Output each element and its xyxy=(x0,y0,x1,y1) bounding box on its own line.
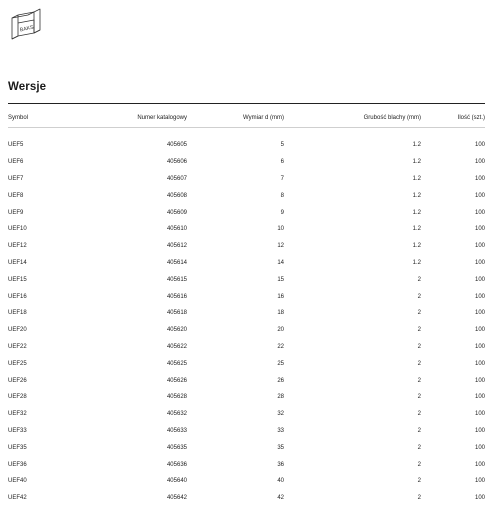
cell-dimension: 14 xyxy=(277,259,284,266)
cell-catalog-number: 405642 xyxy=(166,495,187,502)
table-row xyxy=(8,271,485,288)
cell-sheet-thickness: 1.2 xyxy=(412,209,421,216)
cell-quantity: 100 xyxy=(474,276,485,283)
cell-sheet-thickness: 2 xyxy=(417,411,421,418)
cell-sheet-thickness: 1.2 xyxy=(412,259,421,266)
cell-symbol: UEF26 xyxy=(8,377,27,384)
cell-dimension: 16 xyxy=(277,293,284,300)
table-row xyxy=(8,171,485,188)
cell-symbol: UEF42 xyxy=(8,495,27,502)
section-title: Wersje xyxy=(8,81,47,93)
cell-quantity: 100 xyxy=(474,310,485,317)
cell-catalog-number: 405610 xyxy=(166,226,187,233)
cell-symbol: UEF36 xyxy=(8,461,27,468)
cell-quantity: 100 xyxy=(474,159,485,166)
table-row xyxy=(8,355,485,372)
cell-catalog-number: 405625 xyxy=(166,360,187,367)
cell-dimension: 5 xyxy=(280,142,284,149)
logo-text: BAKS xyxy=(19,24,35,34)
header-quantity: Ilość (szt.) xyxy=(421,108,485,128)
cell-symbol: UEF16 xyxy=(8,293,27,300)
cell-catalog-number: 405609 xyxy=(166,209,187,216)
cell-sheet-thickness: 2 xyxy=(417,394,421,401)
cell-sheet-thickness: 1.2 xyxy=(412,175,421,182)
table-row xyxy=(8,490,485,507)
cell-catalog-number: 405640 xyxy=(166,478,187,485)
cell-quantity: 100 xyxy=(474,343,485,350)
table-row xyxy=(8,439,485,456)
cell-catalog-number: 405620 xyxy=(166,327,187,334)
table-row xyxy=(8,137,485,154)
cell-symbol: UEF7 xyxy=(8,175,24,182)
cell-catalog-number: 405636 xyxy=(166,461,187,468)
table-header-row xyxy=(8,108,485,128)
baks-logo-icon xyxy=(8,8,44,44)
versions-table xyxy=(8,108,485,507)
cell-symbol: UEF35 xyxy=(8,444,27,451)
cell-quantity: 100 xyxy=(474,142,485,149)
cell-sheet-thickness: 1.2 xyxy=(412,142,421,149)
cell-symbol: UEF5 xyxy=(8,142,24,149)
table-row xyxy=(8,154,485,171)
title-divider xyxy=(8,103,485,104)
table-row xyxy=(8,238,485,255)
cell-quantity: 100 xyxy=(474,394,485,401)
header-catalog-number: Numer katalogowy xyxy=(78,108,187,128)
cell-dimension: 20 xyxy=(277,327,284,334)
cell-quantity: 100 xyxy=(474,226,485,233)
cell-dimension: 7 xyxy=(280,175,284,182)
cell-sheet-thickness: 2 xyxy=(417,327,421,334)
cell-sheet-thickness: 2 xyxy=(417,293,421,300)
cell-sheet-thickness: 1.2 xyxy=(412,192,421,199)
cell-dimension: 8 xyxy=(280,192,284,199)
cell-dimension: 33 xyxy=(277,427,284,434)
cell-dimension: 28 xyxy=(277,394,284,401)
cell-dimension: 12 xyxy=(277,243,284,250)
cell-catalog-number: 405633 xyxy=(166,427,187,434)
table-row xyxy=(8,372,485,389)
cell-catalog-number: 405615 xyxy=(166,276,187,283)
cell-symbol: UEF8 xyxy=(8,192,24,199)
cell-dimension: 35 xyxy=(277,444,284,451)
cell-catalog-number: 405628 xyxy=(166,394,187,401)
cell-sheet-thickness: 2 xyxy=(417,310,421,317)
table-row xyxy=(8,473,485,490)
cell-sheet-thickness: 2 xyxy=(417,461,421,468)
table-row xyxy=(8,423,485,440)
cell-quantity: 100 xyxy=(474,209,485,216)
table-row xyxy=(8,389,485,406)
cell-sheet-thickness: 2 xyxy=(417,343,421,350)
cell-catalog-number: 405612 xyxy=(166,243,187,250)
cell-quantity: 100 xyxy=(474,327,485,334)
cell-symbol: UEF18 xyxy=(8,310,27,317)
cell-symbol: UEF40 xyxy=(8,478,27,485)
cell-catalog-number: 405618 xyxy=(166,310,187,317)
cell-quantity: 100 xyxy=(474,243,485,250)
cell-sheet-thickness: 2 xyxy=(417,478,421,485)
cell-quantity: 100 xyxy=(474,293,485,300)
cell-symbol: UEF10 xyxy=(8,226,27,233)
cell-dimension: 22 xyxy=(277,343,284,350)
cell-catalog-number: 405626 xyxy=(166,377,187,384)
table-row xyxy=(8,187,485,204)
cell-symbol: UEF12 xyxy=(8,243,27,250)
cell-dimension: 32 xyxy=(277,411,284,418)
cell-quantity: 100 xyxy=(474,175,485,182)
cell-symbol: UEF28 xyxy=(8,394,27,401)
cell-sheet-thickness: 1.2 xyxy=(412,243,421,250)
cell-quantity: 100 xyxy=(474,360,485,367)
header-sheet-thickness: Grubość blachy (mm) xyxy=(284,108,421,128)
cell-catalog-number: 405614 xyxy=(166,259,187,266)
table-row xyxy=(8,322,485,339)
cell-sheet-thickness: 2 xyxy=(417,444,421,451)
cell-quantity: 100 xyxy=(474,411,485,418)
cell-symbol: UEF20 xyxy=(8,327,27,334)
cell-catalog-number: 405635 xyxy=(166,444,187,451)
cell-symbol: UEF22 xyxy=(8,343,27,350)
cell-sheet-thickness: 1.2 xyxy=(412,226,421,233)
cell-quantity: 100 xyxy=(474,259,485,266)
cell-dimension: 18 xyxy=(277,310,284,317)
table-spacer xyxy=(8,128,485,138)
cell-symbol: UEF32 xyxy=(8,411,27,418)
cell-dimension: 26 xyxy=(277,377,284,384)
cell-sheet-thickness: 2 xyxy=(417,276,421,283)
cell-quantity: 100 xyxy=(474,444,485,451)
cell-dimension: 42 xyxy=(277,495,284,502)
cell-catalog-number: 405608 xyxy=(166,192,187,199)
cell-sheet-thickness: 2 xyxy=(417,360,421,367)
cell-dimension: 6 xyxy=(280,159,284,166)
cell-symbol: UEF25 xyxy=(8,360,27,367)
cell-symbol: UEF9 xyxy=(8,209,24,216)
cell-quantity: 100 xyxy=(474,427,485,434)
cell-dimension: 40 xyxy=(277,478,284,485)
cell-dimension: 36 xyxy=(277,461,284,468)
cell-quantity: 100 xyxy=(474,478,485,485)
table-row xyxy=(8,288,485,305)
cell-catalog-number: 405605 xyxy=(166,142,187,149)
cell-catalog-number: 405616 xyxy=(166,293,187,300)
cell-sheet-thickness: 2 xyxy=(417,377,421,384)
table-row xyxy=(8,255,485,272)
cell-symbol: UEF6 xyxy=(8,159,24,166)
table-row xyxy=(8,221,485,238)
cell-catalog-number: 405632 xyxy=(166,411,187,418)
cell-symbol: UEF33 xyxy=(8,427,27,434)
cell-quantity: 100 xyxy=(474,495,485,502)
table-row xyxy=(8,406,485,423)
cell-catalog-number: 405622 xyxy=(166,343,187,350)
cell-dimension: 15 xyxy=(277,276,284,283)
cell-quantity: 100 xyxy=(474,192,485,199)
table-row xyxy=(8,305,485,322)
table-row xyxy=(8,339,485,356)
table-row xyxy=(8,204,485,221)
cell-quantity: 100 xyxy=(474,461,485,468)
header-dimension: Wymiar d (mm) xyxy=(187,108,284,128)
cell-symbol: UEF14 xyxy=(8,259,27,266)
cell-sheet-thickness: 1.2 xyxy=(412,159,421,166)
cell-dimension: 25 xyxy=(277,360,284,367)
cell-quantity: 100 xyxy=(474,377,485,384)
cell-symbol: UEF15 xyxy=(8,276,27,283)
cell-catalog-number: 405607 xyxy=(166,175,187,182)
header-symbol: Symbol xyxy=(8,108,78,128)
cell-sheet-thickness: 2 xyxy=(417,427,421,434)
cell-dimension: 10 xyxy=(277,226,284,233)
cell-dimension: 9 xyxy=(280,209,284,216)
table-row xyxy=(8,456,485,473)
cell-catalog-number: 405606 xyxy=(166,159,187,166)
cell-sheet-thickness: 2 xyxy=(417,495,421,502)
